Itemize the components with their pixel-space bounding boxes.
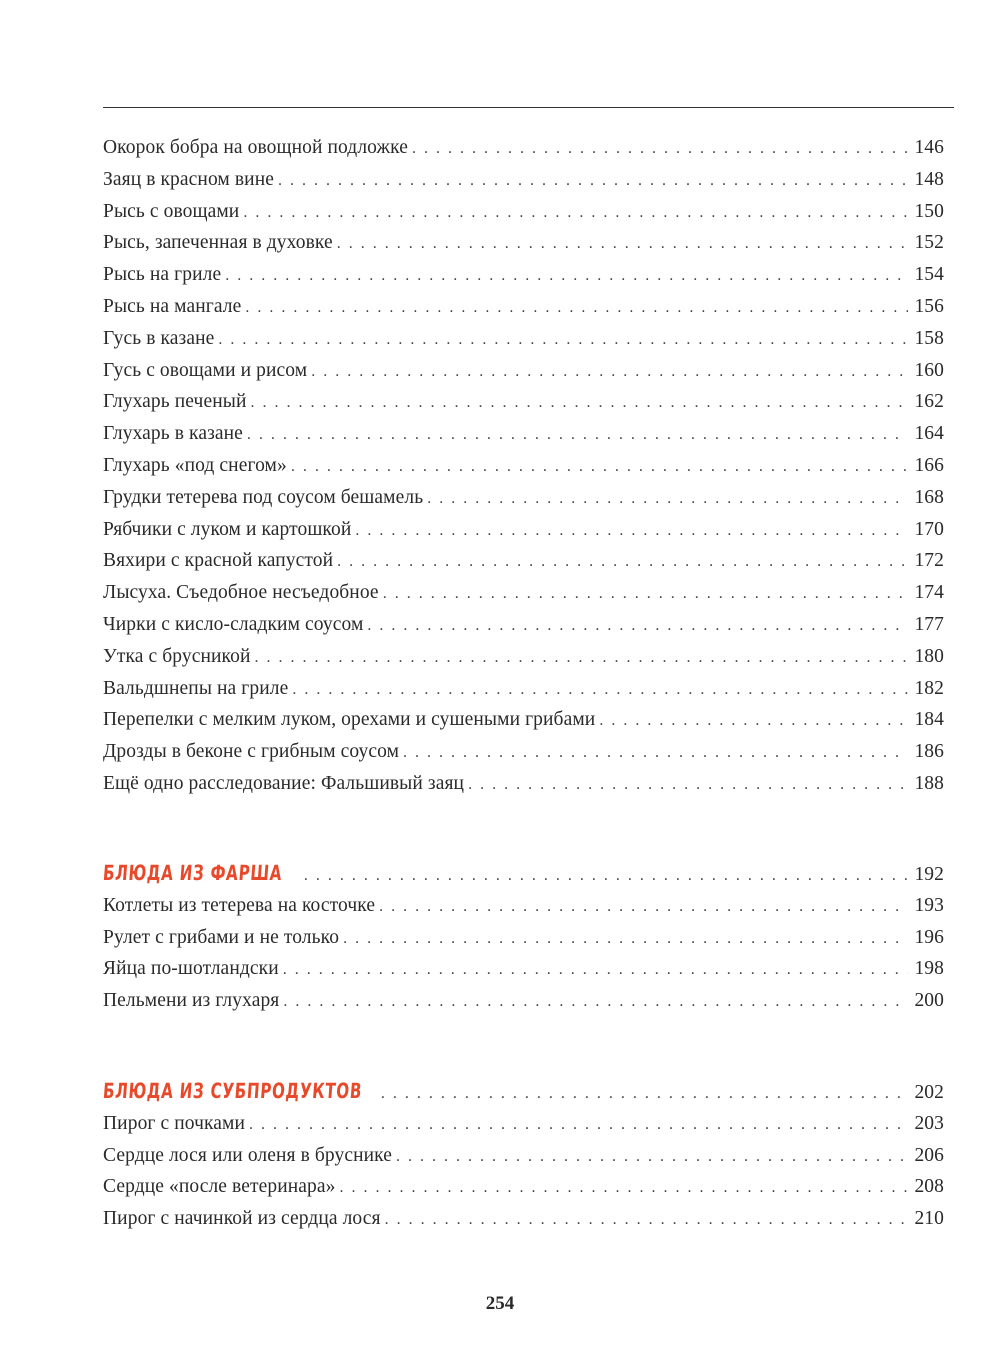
dot-leader [283, 986, 908, 1018]
entry-page: 162 [914, 391, 944, 413]
entry-title: Вальдшнепы на гриле [103, 677, 289, 699]
toc-entry[interactable] [103, 164, 944, 196]
toc-entry[interactable] [103, 545, 944, 577]
dot-leader [385, 1204, 908, 1236]
dot-leader [468, 769, 908, 801]
entry-page: 208 [914, 1176, 944, 1198]
dot-leader [343, 923, 908, 955]
entry-title: Рысь, запеченная в духовке [103, 232, 333, 254]
entry-page: 206 [914, 1144, 944, 1166]
toc-entry[interactable] [103, 577, 944, 609]
dot-leader [291, 451, 908, 483]
entry-title: Грудки тетерева под соусом бешамель [103, 486, 424, 508]
entry-page: 193 [914, 894, 944, 916]
dot-leader [249, 1109, 908, 1141]
toc-entry[interactable] [103, 768, 944, 800]
toc-entry[interactable] [103, 482, 944, 514]
entry-title: Лысуха. Съедобное несъедобное [103, 582, 379, 604]
dot-leader [355, 515, 908, 547]
toc-entry[interactable] [103, 953, 944, 985]
dot-leader [599, 705, 908, 737]
entry-page: 160 [914, 359, 944, 381]
entry-page: 164 [914, 423, 944, 445]
dot-leader [381, 1078, 908, 1110]
dot-leader [337, 228, 908, 260]
dot-leader [383, 578, 908, 610]
dot-leader [218, 324, 908, 356]
dot-leader [251, 387, 909, 419]
dot-leader [278, 165, 908, 197]
entry-page: 150 [914, 200, 944, 222]
entry-page: 156 [914, 295, 944, 317]
toc-entry[interactable] [103, 291, 944, 323]
entry-title: Рысь на мангале [103, 295, 242, 317]
dot-leader [225, 260, 908, 292]
dot-leader [283, 954, 908, 986]
dot-leader [311, 356, 908, 388]
entry-title: Рысь с овощами [103, 200, 240, 222]
toc-entry[interactable] [103, 673, 944, 705]
entry-page: 182 [914, 677, 944, 699]
dot-leader [292, 674, 908, 706]
toc-entry[interactable] [103, 609, 944, 641]
entry-title: Утка с брусникой [103, 645, 251, 667]
entry-page: 174 [914, 582, 944, 604]
entry-page: 180 [914, 645, 944, 667]
entry-title: Гусь с овощами и рисом [103, 359, 308, 381]
dot-leader [367, 610, 908, 642]
entry-page: 200 [914, 990, 944, 1012]
entry-page: 146 [914, 137, 944, 158]
toc-entry[interactable] [103, 985, 944, 1017]
toc-entry[interactable] [103, 890, 944, 922]
dot-leader [337, 546, 908, 578]
entry-page: 192 [914, 864, 944, 885]
entry-title: Рябчики с луком и картошкой [103, 518, 352, 540]
entry-page: 168 [914, 486, 944, 508]
toc-entry[interactable] [103, 704, 944, 736]
entry-page: 184 [914, 709, 944, 731]
top-rule [103, 107, 954, 108]
toc-entry[interactable] [103, 514, 944, 546]
entry-title: Пирог с почками [103, 1112, 246, 1134]
toc-entry[interactable] [103, 132, 944, 164]
toc-entry[interactable] [103, 418, 944, 450]
toc-entry[interactable] [103, 386, 944, 418]
toc-entry[interactable] [103, 736, 944, 768]
page-number: 254 [485, 1293, 515, 1314]
entry-page: 166 [914, 454, 944, 476]
dot-leader [339, 1172, 908, 1204]
toc-section-subproducts [103, 1076, 944, 1235]
dot-leader [403, 737, 908, 769]
entry-title: Котлеты из тетерева на косточке [103, 894, 376, 916]
toc-entry[interactable] [103, 323, 944, 355]
entry-title: Глухарь в казане [103, 423, 243, 445]
dot-leader [243, 197, 908, 229]
entry-page: 170 [914, 518, 944, 540]
dot-leader [304, 860, 908, 892]
entry-title: Яйца по-шотландски [103, 958, 279, 980]
entry-title: Ещё одно расследование: Фальшивый заяц [103, 772, 465, 794]
toc-entry[interactable] [103, 1203, 944, 1235]
section-heading-subproducts[interactable] [103, 1076, 944, 1108]
entry-title: Пельмени из глухаря [103, 990, 280, 1012]
entry-title: Рысь на гриле [103, 264, 222, 286]
entry-title: Глухарь «под снегом» [103, 454, 287, 476]
toc-entry[interactable] [103, 227, 944, 259]
dot-leader [255, 642, 908, 674]
dot-leader [427, 483, 908, 515]
entry-title: Сердце «после ветеринара» [103, 1176, 336, 1198]
toc-entry[interactable] [103, 922, 944, 954]
entry-page: 196 [914, 926, 944, 948]
entry-page: 210 [914, 1208, 944, 1230]
dot-leader [412, 133, 908, 165]
entry-page: 158 [914, 327, 944, 349]
dot-leader [396, 1141, 908, 1173]
toc-entry[interactable] [103, 196, 944, 228]
entry-title: Вяхири с красной капустой [103, 550, 334, 572]
toc-entry[interactable] [103, 1108, 944, 1140]
entry-page: 154 [914, 264, 944, 286]
entry-title: Гусь в казане [103, 327, 215, 349]
toc-entry[interactable] [103, 641, 944, 673]
entry-page: 188 [914, 772, 944, 794]
entry-page: 186 [914, 741, 944, 763]
entry-title: Рулет с грибами и не только [103, 926, 340, 948]
entry-page: 148 [914, 168, 944, 190]
toc-entry[interactable] [103, 1140, 944, 1172]
entry-title: Глухарь печеный [103, 391, 247, 413]
entry-title: Пирог с начинкой из сердца лося [103, 1208, 381, 1230]
entry-title: Перепелки с мелким луком, орехами и сушеными грибами [103, 709, 596, 731]
toc-section-farsh [103, 858, 944, 1017]
section-heading-farsh[interactable] [103, 858, 944, 890]
section-heading-title: БЛЮДА ИЗ ФАРША [102, 861, 284, 885]
dot-leader [379, 891, 908, 923]
entry-title: Дрозды в беконе с грибным соусом [103, 741, 400, 763]
toc-main-list [103, 132, 944, 800]
toc-entry[interactable] [103, 450, 944, 482]
entry-title: Сердце лося или оленя в бруснике [103, 1144, 392, 1166]
entry-page: 152 [914, 232, 944, 254]
entry-page: 172 [914, 550, 944, 572]
dot-leader [245, 292, 908, 324]
entry-title: Заяц в красном вине [103, 168, 274, 190]
toc-entry[interactable] [103, 259, 944, 291]
toc-entry[interactable] [103, 355, 944, 387]
entry-page: 203 [914, 1112, 944, 1134]
entry-page: 202 [914, 1082, 944, 1103]
entry-page: 177 [914, 613, 944, 635]
toc-entry[interactable] [103, 1171, 944, 1203]
entry-page: 198 [914, 958, 944, 980]
section-heading-title: БЛЮДА ИЗ СУБПРОДУКТОВ [102, 1079, 364, 1103]
entry-title: Чирки с кисло-сладким соусом [103, 613, 364, 635]
entry-title: Окорок бобра на овощной подложке [103, 137, 408, 158]
dot-leader [247, 419, 908, 451]
